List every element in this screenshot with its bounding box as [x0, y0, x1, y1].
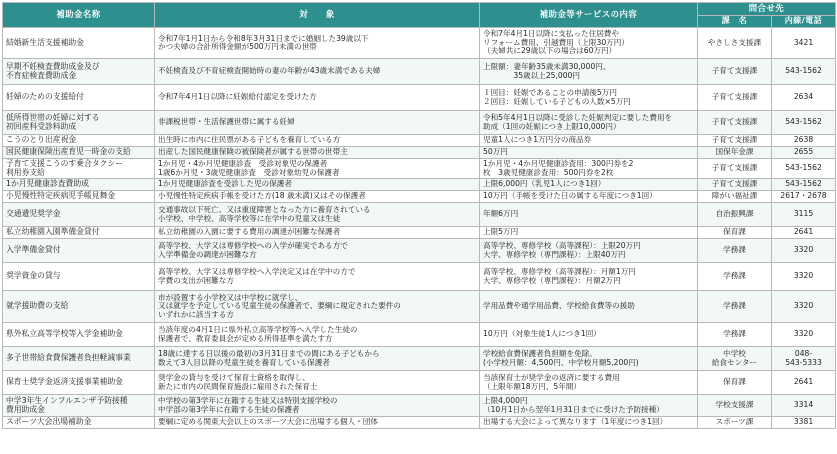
row-name: 奨学資金の貸与: [3, 263, 155, 291]
row-content: 50万円: [480, 147, 698, 159]
row-tel: 543-1562: [772, 59, 836, 85]
row-dept: 子育て支援課: [698, 59, 772, 85]
subsidy-table-container: [2, 2, 835, 429]
row-dept: 子育て支援課: [698, 159, 772, 179]
row-tel: 2655: [772, 147, 836, 159]
row-target: 小児慢性特定疾病手帳を受けた方(18 歳未満)又はその保護者: [155, 191, 480, 203]
row-tel: 3314: [772, 395, 836, 417]
row-content: 上限6,000円（乳児1人につき1回）: [480, 179, 698, 191]
row-content: 高等学校、専修学校（高等課程）：上限20万円 大学、専修学校（専門課程）：上限40万円: [480, 239, 698, 263]
table-row: [3, 159, 836, 179]
table-row: [3, 417, 836, 429]
row-dept: 学務課: [698, 323, 772, 347]
row-tel: 3115: [772, 203, 836, 227]
row-tel: 3320: [772, 291, 836, 323]
table-row: [3, 191, 836, 203]
row-target: 令和7年4月1日以降に妊娠給付認定を受けた方: [155, 85, 480, 111]
table-row: [3, 227, 836, 239]
row-target: 市が設置する小学校又は中学校に就学し、 又は就学を予定している児童生徒の保護者で、要綱に規定された要件の いずれかに該当する方: [155, 291, 480, 323]
header-contact: 問合せ先: [698, 3, 836, 16]
row-dept: 保育課: [698, 227, 772, 239]
row-target: 高等学校、大学又は専修学校へ入学決定又は在学中の方で 学費の支出が困難な方: [155, 263, 480, 291]
table-row: [3, 347, 836, 371]
row-name: 就学援助費の支給: [3, 291, 155, 323]
row-name: 国民健康保険出産育児一時金の支給: [3, 147, 155, 159]
row-name: スポーツ大会出場補助金: [3, 417, 155, 429]
row-content: 令和5年4月1日以降に受診した妊娠判定に要した費用を 助成（1回の妊娠につき上限10,000円）: [480, 111, 698, 135]
table-row: [3, 28, 836, 59]
row-content: 児童1人につき1万円分の商品券: [480, 135, 698, 147]
row-tel: 2641: [772, 227, 836, 239]
table-row: [3, 179, 836, 191]
row-name: 多子世帯給食費保護者負担軽減事業: [3, 347, 155, 371]
subsidy-table: [2, 2, 836, 429]
row-target: 高等学校、大学又は専修学校への入学が確実である方で 入学準備金の調達が困難な方: [155, 239, 480, 263]
row-name: 子育て支援こうのす乗合タクシー 利用券支給: [3, 159, 155, 179]
row-content: 令和7年4月1日以降に支払った住居費や リフォーム費用、引越費用（上限30万円） （夫婦共に29歳以下の場合は60万円）: [480, 28, 698, 59]
row-dept: 学校支援課: [698, 395, 772, 417]
row-name: 中学3年生インフルエンザ予防接種 費用助成金: [3, 395, 155, 417]
row-name: 結婚新生活支援補助金: [3, 28, 155, 59]
row-dept: 子育て支援課: [698, 85, 772, 111]
header-content: 補助金等サービスの内容: [480, 3, 698, 28]
row-name: こうのとり出産祝金: [3, 135, 155, 147]
row-name: 小児慢性特定疾病児手帳見舞金: [3, 191, 155, 203]
row-dept: 子育て支援課: [698, 111, 772, 135]
row-target: 1か月児・4か月児健康診査 受診対象児の保護者 1歳6か月児・3歳児健康診査 受診対象幼児の保護者: [155, 159, 480, 179]
row-content: 出場する大会によって異なります（1年度につき1回）: [480, 417, 698, 429]
row-content: 上限4,000円 （10月1日から翌年1月31日までに受けた予防接種）: [480, 395, 698, 417]
row-target: 18歳に達する日以後の最初の3月31日までの間にある子どもから 数えて3人目以降の児童生徒を養育している保護者: [155, 347, 480, 371]
row-target: 非課税世帯・生活保護世帯に属する妊婦: [155, 111, 480, 135]
row-tel: 3381: [772, 417, 836, 429]
row-content: 上限額：妻年齢35歳未満30,000円、 35歳以上25,000円: [480, 59, 698, 85]
row-target: 不妊検査及び不育症検査開始時の妻の年齢が43歳未満である夫婦: [155, 59, 480, 85]
row-dept: 学務課: [698, 291, 772, 323]
row-tel: 2641: [772, 371, 836, 395]
row-content: １回目：妊娠であることの申請後5万円 ２回目：妊娠している子どもの人数×5万円: [480, 85, 698, 111]
table-row: [3, 291, 836, 323]
row-content: 上限5万円: [480, 227, 698, 239]
header-tel: 内線/電話: [772, 16, 836, 28]
row-content: 当該保育士が奨学金の返済に要する費用 （上限年額18万円、5年間）: [480, 371, 698, 395]
table-row: [3, 263, 836, 291]
row-dept: 学務課: [698, 263, 772, 291]
row-content: 年額6万円: [480, 203, 698, 227]
row-tel: 543-1562: [772, 159, 836, 179]
table-row: [3, 59, 836, 85]
row-name: 低所得世帯の妊婦に対する 初回産科受診料助成: [3, 111, 155, 135]
row-tel: 543-1562: [772, 179, 836, 191]
row-dept: 保育課: [698, 371, 772, 395]
row-tel: 048- 543-5333: [772, 347, 836, 371]
row-target: 中学校の第3学年に在籍する生徒又は特別支援学校の 中学部の第3学年に在籍する生徒の保護者: [155, 395, 480, 417]
row-content: 学用品費や通学用品費、学校給食費等の援助: [480, 291, 698, 323]
table-row: [3, 85, 836, 111]
row-name: 入学準備金貸付: [3, 239, 155, 263]
row-tel: 3421: [772, 28, 836, 59]
row-tel: 2638: [772, 135, 836, 147]
row-name: 早期不妊検査費助成金及び 不育症検査費助成金: [3, 59, 155, 85]
row-dept: 学務課: [698, 239, 772, 263]
row-content: 高等学校、専修学校（高等課程）：月額1万円 大学、専修学校（専門課程）：月額2万円: [480, 263, 698, 291]
row-tel: 3320: [772, 239, 836, 263]
row-content: 学校給食費保護者負担額を免除。 (小学校月額：4,500円、中学校月額5,200円): [480, 347, 698, 371]
row-target: 出産した国民健康保険の被保険者が属する世帯の世帯主: [155, 147, 480, 159]
row-dept: スポーツ課: [698, 417, 772, 429]
table-row: [3, 395, 836, 417]
table-row: [3, 323, 836, 347]
row-dept: やさしさ支援課: [698, 28, 772, 59]
row-name: 1か月児健康診査費助成: [3, 179, 155, 191]
row-tel: 543-1562: [772, 111, 836, 135]
header-name: 補助金名称: [3, 3, 155, 28]
row-target: 出生時に市内に住民票がある子どもを養育している方: [155, 135, 480, 147]
row-name: 交通遺児奨学金: [3, 203, 155, 227]
row-dept: 中学校 給食センター: [698, 347, 772, 371]
row-target: 令和7年1月1日から令和8年3月31日までに婚姻した39歳以下 かつ夫婦の合計所得金額が500万円未満の世帯: [155, 28, 480, 59]
row-dept: 国保年金課: [698, 147, 772, 159]
row-dept: 自治振興課: [698, 203, 772, 227]
row-target: 要綱に定める関東大会以上のスポーツ大会に出場する個人・団体: [155, 417, 480, 429]
table-row: [3, 147, 836, 159]
table-row: [3, 203, 836, 227]
table-row: [3, 239, 836, 263]
row-target: 当該年度の4月1日に県外私立高等学校等へ入学した生徒の 保護者で、教育委員会が定める所得基準を満たす方: [155, 323, 480, 347]
table-row: [3, 371, 836, 395]
row-tel: 3320: [772, 263, 836, 291]
row-content: 10万円（手帳を受けた日の属する年度につき1回）: [480, 191, 698, 203]
header-target: 対 象: [155, 3, 480, 28]
table-row: [3, 111, 836, 135]
row-target: 私立幼稚園の入園に要する費用の調達が困難な保護者: [155, 227, 480, 239]
row-name: 妊婦のための支援給付: [3, 85, 155, 111]
row-dept: 子育て支援課: [698, 135, 772, 147]
row-name: 保育士奨学金返済支援事業補助金: [3, 371, 155, 395]
row-tel: 2617・2678: [772, 191, 836, 203]
row-content: 10万円（対象生徒1人につき1回）: [480, 323, 698, 347]
header-dept: 課 名: [698, 16, 772, 28]
row-dept: 子育て支援課: [698, 179, 772, 191]
row-target: 1か月児健康診査を受診した児の保護者: [155, 179, 480, 191]
row-target: 奨学金の貸与を受けて保育士資格を取得し、 新たに市内の民間保育施設に雇用された保育士: [155, 371, 480, 395]
row-target: 交通事故以下死亡、又は重度障害となった方に養育されている 小学校、中学校、高等学校等に在学中の児童又は生徒: [155, 203, 480, 227]
row-dept: 障がい福祉課: [698, 191, 772, 203]
row-tel: 3320: [772, 323, 836, 347]
row-tel: 2634: [772, 85, 836, 111]
row-name: 私立幼稚園入園準備金貸付: [3, 227, 155, 239]
row-name: 県外私立高等学校等入学金補助金: [3, 323, 155, 347]
row-content: 1か月児・4か月児健康診査用：300円券を2 枚 3歳児健康診査用：500円券を2枚: [480, 159, 698, 179]
table-row: [3, 135, 836, 147]
